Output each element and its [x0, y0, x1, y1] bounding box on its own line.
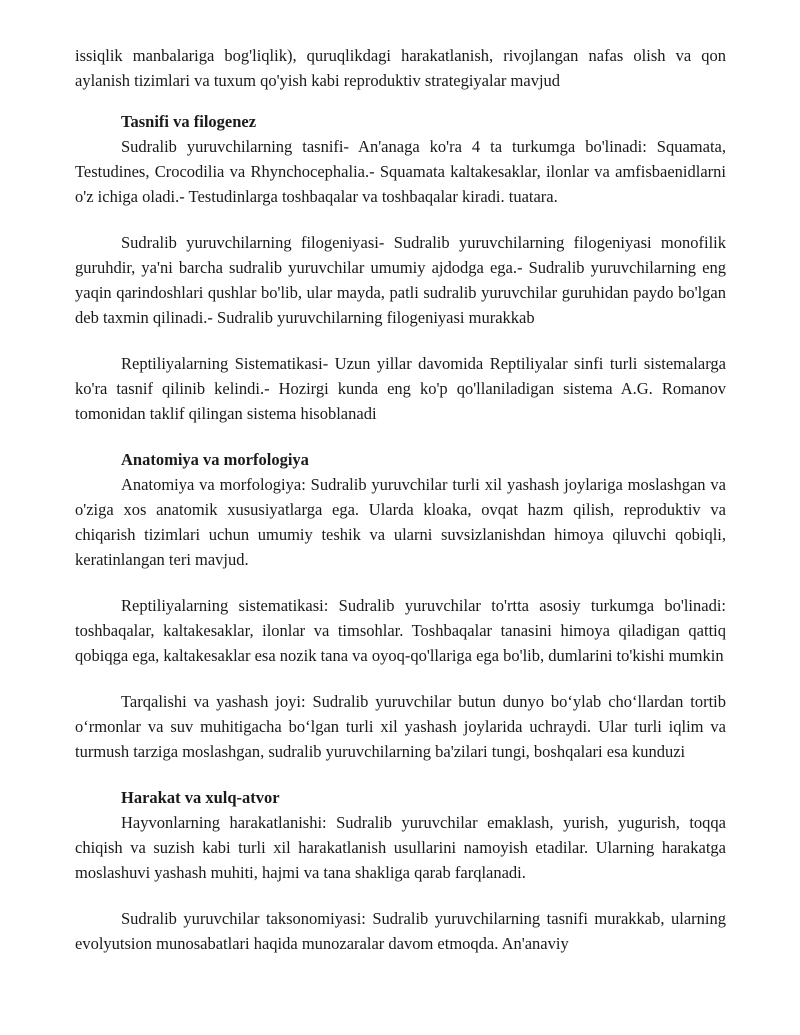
heading-classification: Tasnifi va filogenez [121, 112, 257, 131]
paragraph-systematics: Reptiliyalarning Sistematikasi- Uzun yillar davomida Reptiliyalar sinfi turli sistemalarga ko'ra tasnif qilinib kelindi.- Hozirgi kunda eng ko'p qo'llaniladigan sistema A.G. Romanov tomonidan taklif qilingan sistema hisoblanadi [75, 354, 726, 423]
paragraph-phylogeny: Sudralib yuruvchilarning filogeniyasi- Sudralib yuruvchilarning filogeniyasi monofilik guruhdir, ya'ni barcha sudralib yuruvchilar umumiy ajdodga ega.- Sudralib yuruvchilarning eng yaqin qarindoshlari qushlar bo'lib, ular mayda, patli sudralib yuruvchilar guruhidan paydo bo'lgan deb taxmin qilinadi.- Sudralib yuruvchilarning filogeniyasi murakkab [75, 233, 726, 327]
paragraph-distribution: Tarqalishi va yashash joyi: Sudralib yuruvchilar butun dunyo bo‘ylab cho‘llardan tortib o‘rmonlar va suv muhitigacha bo‘lgan turli xil yashash joylarida uchraydi. Ular turli iqlim va turmush tarziga moslashgan, sudralib yuruvchilarning ba'zilari tungi, boshqalari esa kunduzi [75, 692, 726, 761]
paragraph-classification: Sudralib yuruvchilarning tasnifi- An'anaga ko'ra 4 ta turkumga bo'linadi: Squamata, Testudines, Crocodilia va Rhynchocephalia.- Squamata kaltakesaklar, ilonlar va amfisbaenidlarni o'z ichiga oladi.- Testudinlarga toshbaqalar va toshbaqalar kiradi. tuatara. [75, 137, 726, 206]
paragraph-intro-continuation: issiqlik manbalariga bog'liqlik), quruqlikdagi harakatlanish, rivojlangan nafas olish va qon aylanish tizimlari va tuxum qo'yish kabi reproduktiv strategiyalar mavjud [75, 46, 726, 90]
heading-anatomy: Anatomiya va morfologiya [121, 450, 309, 469]
paragraph-anatomy: Anatomiya va morfologiya: Sudralib yuruvchilar turli xil yashash joylariga moslashgan va o'ziga xos anatomik xususiyatlarga ega. Ularda kloaka, ovqat hazm qilish, reproduktiv va chiqarish tizimlari uchun umumiy teshik va ularni suvsizlanishdan himoya qiluvchi qobiqli, keratinlangan teri mavjud. [75, 475, 726, 569]
heading-movement: Harakat va xulq-atvor [121, 788, 280, 807]
paragraph-reptile-orders: Reptiliyalarning sistematikasi: Sudralib yuruvchilar to'rtta asosiy turkumga bo'linadi: toshbaqalar, kaltakesaklar, ilonlar va timsohlar. Toshbaqalar tanasini himoya qiladigan qattiq qobiqga ega, kaltakesaklar esa nozik tana va oyoq-qo'llariga ega bo'lib, dumlarini to'kishi mumkin [75, 596, 726, 665]
paragraph-locomotion: Hayvonlarning harakatlanishi: Sudralib yuruvchilar emaklash, yurish, yugurish, toqqa chiqish va suzish kabi turli xil harakatlanish usullarini namoyish etadilar. Ularning harakatga moslashuvi yashash muhiti, hajmi va tana shakliga qarab farqlanadi. [75, 813, 726, 882]
paragraph-taxonomy: Sudralib yuruvchilar taksonomiyasi: Sudralib yuruvchilarning tasnifi murakkab, ularning evolyutsion munosabatlari haqida munozaralar davom etmoqda. An'anaviy [75, 909, 726, 953]
